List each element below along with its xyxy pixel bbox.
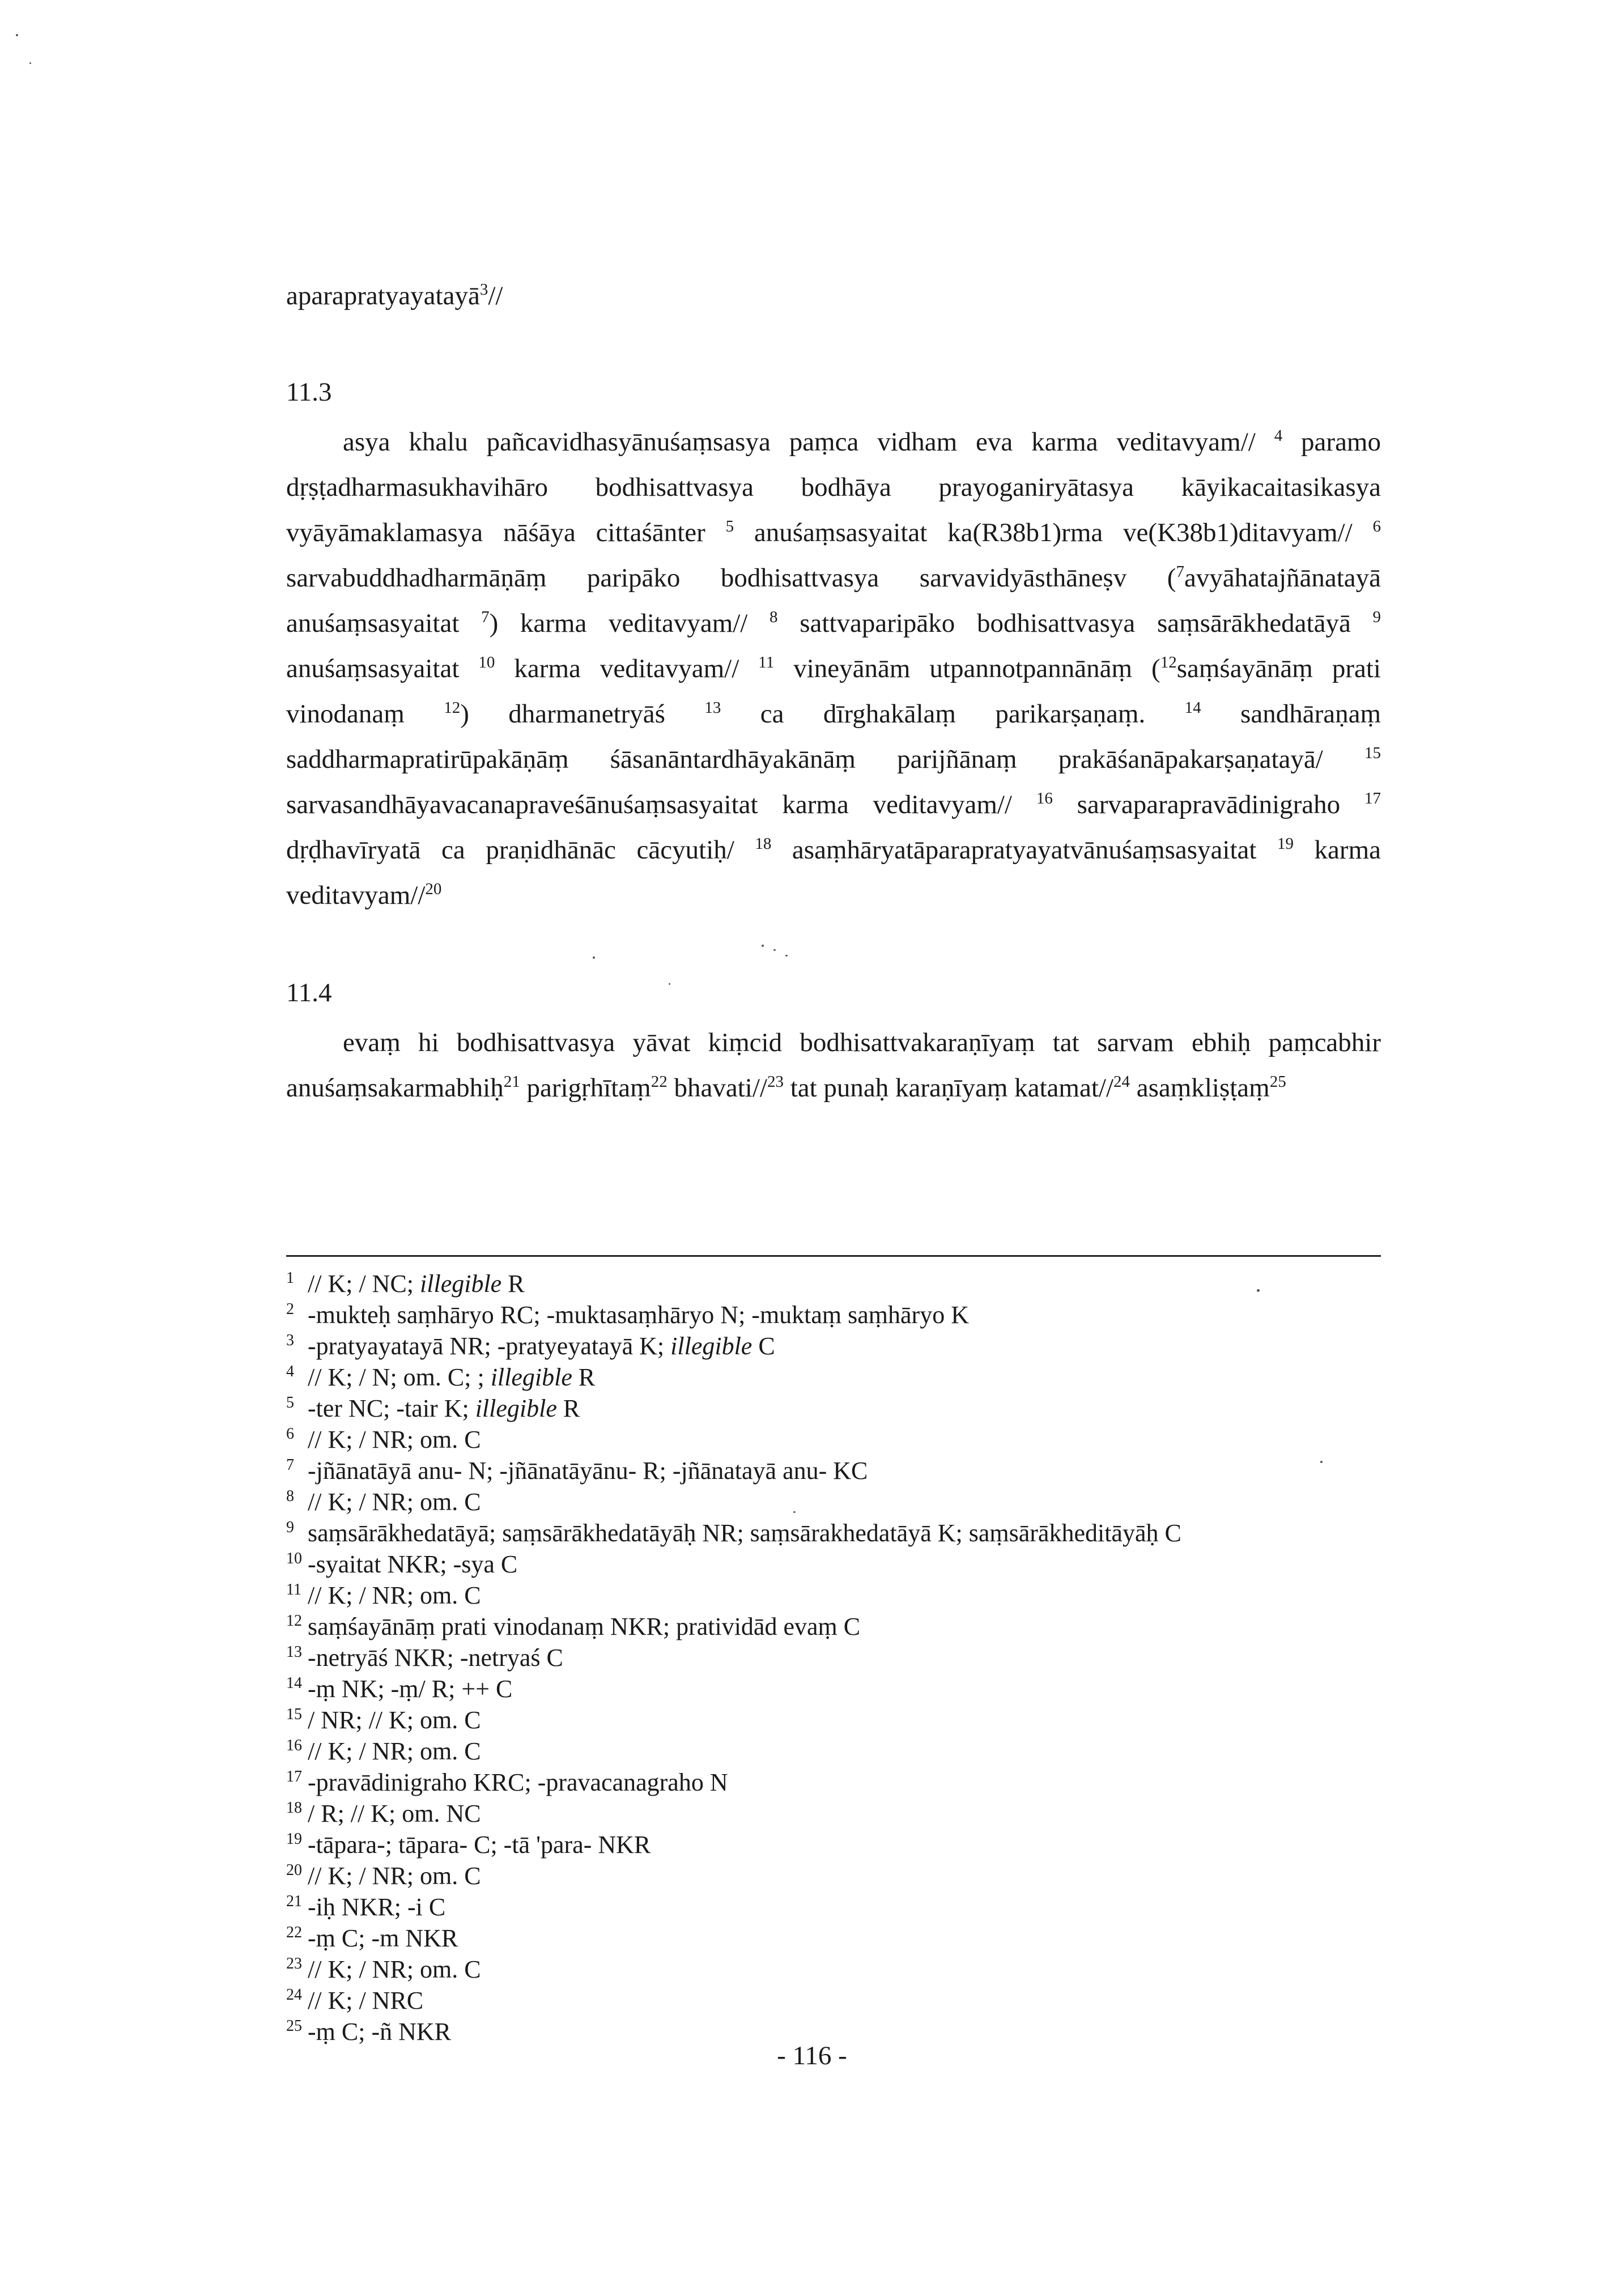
note-ref: 22 bbox=[651, 1073, 668, 1091]
footnote-number: 6 bbox=[286, 1425, 294, 1443]
footnote-divider bbox=[286, 1255, 1381, 1257]
text-segment: paramo dṛṣṭadharmasukhavihāro bodhisattvasya bodhāya prayoganiryātasya kāyikacaitasikasya vyāyāmaklamasya nāśāya cittaśānter bbox=[286, 427, 1381, 547]
page-number: - 116 - bbox=[777, 2041, 847, 2070]
footnote bbox=[286, 1860, 1381, 1891]
footnote-text: -ṃ C; -m NKR bbox=[308, 1924, 458, 1952]
footnote-text: / NR; // K; om. C bbox=[308, 1706, 481, 1734]
footnote-number: 7 bbox=[286, 1456, 294, 1474]
footnote-body bbox=[308, 1829, 651, 1860]
footnote-number: 22 bbox=[286, 1924, 302, 1941]
footnote bbox=[286, 1704, 1381, 1736]
footnote-text: -pravādinigraho KRC; -pravacanagraho N bbox=[308, 1768, 728, 1796]
opening-line-punct: // bbox=[488, 281, 503, 311]
scan-speck bbox=[16, 34, 18, 36]
text-segment: karma veditavyam// bbox=[495, 654, 759, 683]
footnote-text: saṃśayānāṃ prati vinodanaṃ NKR; pratividād evaṃ C bbox=[308, 1613, 861, 1640]
footnote-text: -netryāś NKR; -netryaś C bbox=[308, 1644, 563, 1672]
text-segment: ) karma veditavyam// bbox=[489, 609, 770, 638]
note-ref: 14 bbox=[1184, 699, 1201, 717]
footnote-tail: R bbox=[556, 1394, 580, 1422]
footnote-italic: illegible bbox=[475, 1394, 557, 1422]
footnote-body bbox=[308, 1330, 775, 1362]
footnote-body bbox=[308, 1923, 458, 1954]
scan-speck bbox=[1257, 1289, 1260, 1292]
footnote-number: 18 bbox=[286, 1799, 302, 1817]
footnote-body bbox=[308, 1860, 481, 1891]
footnote bbox=[286, 1891, 1381, 1923]
footnote-text: -mukteḥ saṃhāryo RC; -muktasaṃhāryo N; -muktaṃ saṃhāryo K bbox=[308, 1301, 969, 1329]
footnote-number: 13 bbox=[286, 1643, 302, 1661]
section-paragraph bbox=[286, 419, 1381, 918]
text-segment: asya khalu pañcavidhasyānuśaṃsasya paṃca vidham eva karma veditavyam// bbox=[343, 427, 1274, 457]
text-segment: parigṛhītaṃ bbox=[520, 1073, 651, 1103]
text-segment: saṃśayānāṃ prati vinodanaṃ bbox=[286, 654, 1381, 729]
footnote-text: // K; / NR; om. C bbox=[308, 1581, 481, 1609]
scan-speck bbox=[1320, 1461, 1323, 1463]
footnote-number: 8 bbox=[286, 1487, 294, 1505]
opening-line-text: aparapratyayatayā bbox=[286, 281, 480, 311]
footnote-italic: illegible bbox=[420, 1270, 502, 1298]
footnote-list bbox=[286, 1268, 1381, 2047]
note-ref: 23 bbox=[767, 1073, 784, 1091]
footnote-number: 19 bbox=[286, 1830, 302, 1848]
scan-speck bbox=[669, 983, 670, 985]
footnote bbox=[286, 1455, 1381, 1486]
footnote bbox=[286, 1549, 1381, 1580]
note-ref: 24 bbox=[1113, 1073, 1130, 1091]
note-ref: 6 bbox=[1372, 517, 1381, 535]
footnote-text: -tāpara-; tāpara- C; -tā 'para- NKR bbox=[308, 1831, 651, 1859]
footnote-text: / R; // K; om. NC bbox=[308, 1800, 481, 1827]
opening-line bbox=[286, 279, 1381, 313]
footnote-body bbox=[308, 1704, 481, 1736]
footnote bbox=[286, 1736, 1381, 1767]
footnote-tail: R bbox=[501, 1270, 525, 1298]
text-segment: sarvabuddhadharmāṇāṃ paripāko bodhisattvasya sarvavidyāsthāneṣv ( bbox=[286, 563, 1176, 593]
footnote bbox=[286, 1954, 1381, 1985]
footnote-text: // K; / NR; om. C bbox=[308, 1488, 481, 1516]
footnote bbox=[286, 1985, 1381, 2016]
note-ref: 15 bbox=[1364, 744, 1381, 762]
scan-speck bbox=[773, 949, 776, 951]
footnote-body bbox=[308, 1455, 868, 1486]
footnote bbox=[286, 1673, 1381, 1704]
footnote-tail: R bbox=[572, 1363, 596, 1391]
section-number: 11.4 bbox=[286, 978, 332, 1007]
footnote-text: // K; / NR; om. C bbox=[308, 1955, 481, 1983]
scan-speck bbox=[29, 62, 31, 64]
footnote-body bbox=[308, 1611, 860, 1642]
footnote-number: 3 bbox=[286, 1332, 294, 1349]
scan-speck bbox=[793, 1511, 796, 1513]
footnote-number: 15 bbox=[286, 1706, 302, 1723]
footnote-body bbox=[308, 1673, 512, 1704]
footnote-text: // K; / NR; om. C bbox=[308, 1862, 481, 1890]
scan-speck bbox=[593, 956, 595, 959]
footnote-number: 11 bbox=[286, 1581, 301, 1598]
footnote-number: 23 bbox=[286, 1955, 302, 1972]
footnote-number: 5 bbox=[286, 1394, 294, 1411]
text-segment: vineyānām utpannotpannānāṃ ( bbox=[774, 654, 1160, 683]
footnote-number: 4 bbox=[286, 1363, 294, 1380]
footnote-number: 1 bbox=[286, 1269, 294, 1287]
footnote bbox=[286, 1299, 1381, 1330]
footnote-number: 9 bbox=[286, 1519, 294, 1536]
note-ref: 7 bbox=[481, 608, 490, 626]
footnote-body bbox=[308, 1985, 423, 2016]
footnote-text: -syaitat NKR; -sya C bbox=[308, 1550, 518, 1578]
footnote bbox=[286, 1330, 1381, 1362]
note-ref: 13 bbox=[704, 699, 721, 717]
footnote-number: 25 bbox=[286, 2017, 302, 2035]
note-ref: 25 bbox=[1269, 1073, 1286, 1091]
note-ref: 8 bbox=[770, 608, 778, 626]
footnote-text: -ṃ NK; -ṃ/ R; ++ C bbox=[308, 1675, 513, 1703]
note-ref: 12 bbox=[1160, 653, 1177, 671]
note-ref: 3 bbox=[479, 280, 488, 299]
footnote-number: 2 bbox=[286, 1300, 294, 1318]
text-segment: evaṃ hi bodhisattvasya yāvat kiṃcid bodhisattvakaraṇīyaṃ tat sarvam ebhiḥ paṃcabhir anuśaṃsakarmabhiḥ bbox=[286, 1028, 1381, 1103]
footnote-number: 14 bbox=[286, 1674, 302, 1692]
footnote bbox=[286, 1829, 1381, 1860]
note-ref: 19 bbox=[1277, 835, 1294, 853]
text-segment: anuśaṃsasyaitat bbox=[286, 654, 479, 683]
footnote-number: 17 bbox=[286, 1768, 302, 1785]
scan-speck bbox=[785, 955, 788, 956]
text-segment: asaṃhāryatāparapratyayatvānuśaṃsasyaitat bbox=[771, 835, 1277, 865]
footnote bbox=[286, 1580, 1381, 1611]
footnote bbox=[286, 1393, 1381, 1424]
footnote-body bbox=[308, 1549, 517, 1580]
text-segment: karma veditavyam// bbox=[286, 835, 1381, 910]
footnote-body bbox=[308, 1798, 481, 1829]
footnote-body bbox=[308, 1362, 595, 1393]
footnote-text: -ṃ C; -ñ NKR bbox=[308, 2018, 451, 2046]
note-ref: 7 bbox=[1176, 563, 1184, 581]
text-segment: bhavati// bbox=[667, 1073, 767, 1103]
note-ref: 12 bbox=[444, 699, 461, 717]
footnote-body bbox=[308, 1767, 728, 1798]
footnote-text: saṃsārākhedatāyā; saṃsārākhedatāyāḥ NR; saṃsārakhedatāyā K; saṃsārākheditāyāḥ C bbox=[308, 1519, 1181, 1547]
footnote-italic: illegible bbox=[490, 1363, 572, 1391]
text-segment: ) dharmanetryāś bbox=[460, 699, 705, 729]
footnote-body bbox=[308, 1642, 563, 1673]
footnote-text: // K; / NC; bbox=[308, 1270, 420, 1298]
text-segment: sattvaparipāko bodhisattvasya saṃsārākhedatāyā bbox=[777, 609, 1373, 638]
footnote-body bbox=[308, 1891, 445, 1923]
footnote-tail: C bbox=[752, 1332, 775, 1360]
footnote-body bbox=[308, 1393, 580, 1424]
footnote-italic: illegible bbox=[670, 1332, 753, 1360]
section-number: 11.3 bbox=[286, 377, 332, 407]
footnote bbox=[286, 1517, 1381, 1549]
footnote-body bbox=[308, 1424, 481, 1455]
footnote-number: 16 bbox=[286, 1737, 302, 1754]
note-ref: 16 bbox=[1036, 789, 1053, 807]
text-segment: sandhāraṇaṃ saddharmapratirūpakāṇāṃ śāsanāntardhāyakānāṃ parijñānaṃ prakāśanāpakarṣaṇatayā/ bbox=[286, 699, 1381, 774]
note-ref: 21 bbox=[503, 1073, 520, 1091]
note-ref: 9 bbox=[1372, 608, 1381, 626]
footnote-text: // K; / N; om. C; ; bbox=[308, 1363, 491, 1391]
text-segment: asaṃkliṣṭaṃ bbox=[1130, 1073, 1270, 1103]
text-segment: dṛḍhavīryatā ca praṇidhānāc cācyutiḥ/ bbox=[286, 835, 755, 865]
footnote-body bbox=[308, 1580, 481, 1611]
footnote-body bbox=[308, 1736, 481, 1767]
footnote-text: -ter NC; -tair K; bbox=[308, 1394, 475, 1422]
footnote bbox=[286, 1923, 1381, 1954]
footnote-number: 24 bbox=[286, 1986, 302, 2004]
footnote-number: 20 bbox=[286, 1861, 302, 1879]
section-paragraph bbox=[286, 1020, 1381, 1111]
footnote-number: 12 bbox=[286, 1612, 302, 1630]
footnote bbox=[286, 1268, 1381, 1299]
text-segment: sarvasandhāyavacanapraveśānuśaṃsasyaitat karma veditavyam// bbox=[286, 790, 1036, 819]
footnote-text: // K; / NR; om. C bbox=[308, 1737, 481, 1765]
footnote bbox=[286, 1798, 1381, 1829]
footnote-text: -jñānatāyā anu- N; -jñānatāyānu- R; -jñānatayā anu- KC bbox=[308, 1457, 868, 1485]
footnote-text: -pratyayatayā NR; -pratyeyatayā K; bbox=[308, 1332, 671, 1360]
note-ref: 4 bbox=[1274, 427, 1283, 445]
footnote-body bbox=[308, 1268, 525, 1299]
note-ref: 5 bbox=[725, 517, 734, 535]
note-ref: 10 bbox=[478, 653, 495, 671]
footnote bbox=[286, 1362, 1381, 1393]
footnote bbox=[286, 1424, 1381, 1455]
note-ref: 17 bbox=[1364, 789, 1381, 807]
footnote-text: // K; / NRC bbox=[308, 1987, 424, 2014]
footnote-text: -iḥ NKR; -i C bbox=[308, 1893, 446, 1921]
footnote bbox=[286, 1642, 1381, 1673]
text-segment: sarvaparapravādinigraho bbox=[1052, 790, 1364, 819]
footnote-body bbox=[308, 1517, 1181, 1549]
footnote-body bbox=[308, 1299, 969, 1330]
note-ref: 20 bbox=[425, 880, 442, 898]
text-segment: ca dīrghakālaṃ parikarṣaṇaṃ. bbox=[721, 699, 1185, 729]
footnote-number: 21 bbox=[286, 1893, 302, 1910]
text-segment: avyāhatajñānatayā anuśaṃsasyaitat bbox=[286, 563, 1381, 638]
scan-speck bbox=[762, 945, 764, 947]
footnote bbox=[286, 1767, 1381, 1798]
note-ref: 11 bbox=[758, 653, 775, 671]
footnote-body bbox=[308, 1486, 481, 1517]
footnote-body bbox=[308, 1954, 481, 1985]
footnote bbox=[286, 1611, 1381, 1642]
note-ref: 18 bbox=[755, 835, 772, 853]
text-segment: anuśaṃsasyaitat ka(R38b1)rma ve(K38b1)ditavyam// bbox=[734, 518, 1373, 547]
footnote-number: 10 bbox=[286, 1550, 302, 1567]
text-segment: tat punaḥ karaṇīyaṃ katamat// bbox=[783, 1073, 1114, 1103]
footnote bbox=[286, 1486, 1381, 1517]
footnote-text: // K; / NR; om. C bbox=[308, 1426, 481, 1453]
